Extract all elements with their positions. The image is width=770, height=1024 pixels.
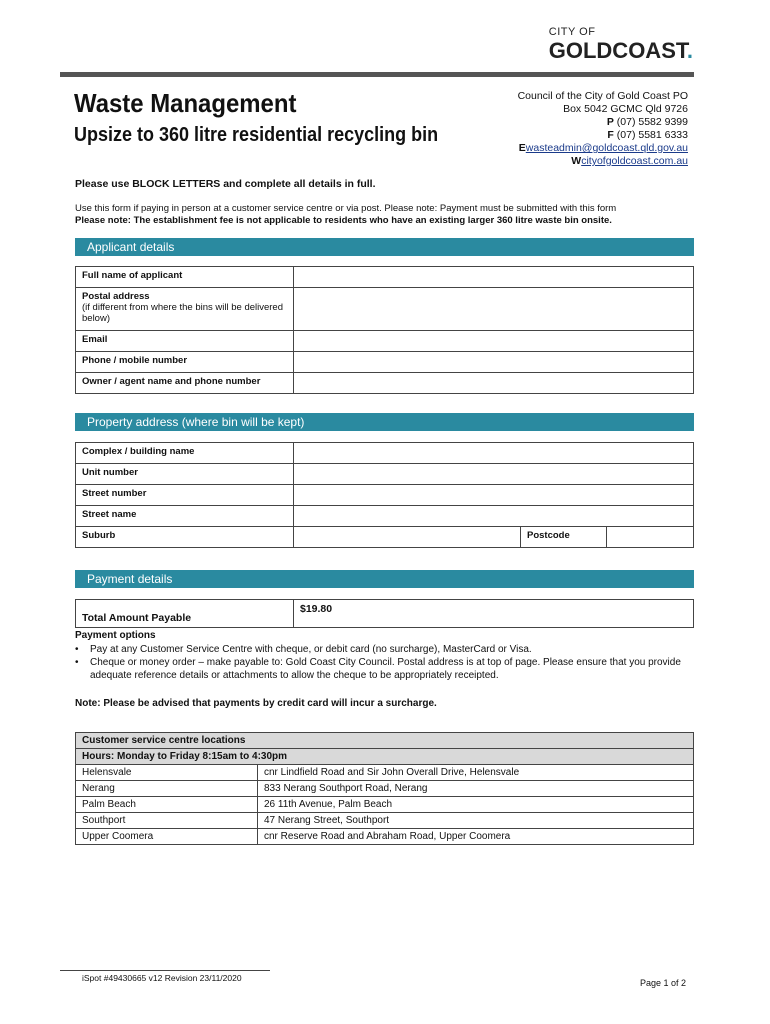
payment-submission-note: Use this form if paying in person at a customer service centre or via post. Please note: Payment must be submitted with this form: [75, 203, 617, 214]
page-title: Waste Management: [74, 88, 297, 118]
contact-line-1: Council of the City of Gold Coast PO: [517, 90, 688, 102]
street-name-label: Street name: [76, 506, 294, 527]
property-address-table: [75, 442, 694, 548]
page-subtitle: Upsize to 360 litre residential recycling bin: [74, 124, 439, 146]
contact-email[interactable]: Ewasteadmin@goldcoast.qld.gov.au: [518, 142, 688, 154]
postcode-field[interactable]: [607, 527, 694, 548]
city-logo: [549, 26, 693, 64]
complex-label: Complex / building name: [76, 443, 294, 464]
payment-option-2: • Cheque or money order – make payable to: Gold Coast City Council. Postal address is at top of page. Please ensure that you provide adequate reference details or attachments to allow the cheque to be appropriately receipted.: [75, 656, 695, 682]
establishment-fee-note: Please note: The establishment fee is not applicable to residents who have an existing larger 360 litre waste bin onsite.: [75, 215, 612, 226]
postal-address-field[interactable]: [294, 288, 694, 331]
locations-heading: Customer service centre locations: [76, 733, 694, 749]
postal-address-note: (if different from where the bins will be delivered below): [82, 302, 284, 324]
suburb-field[interactable]: [294, 527, 521, 548]
page-number: Page 1 of 2: [639, 978, 686, 988]
contact-block: [518, 90, 688, 168]
payment-options: [75, 630, 695, 682]
unit-number-label: Unit number: [76, 464, 294, 485]
payment-options-heading: Payment options: [75, 630, 156, 641]
payment-option-1: • Pay at any Customer Service Centre with cheque, or debit card (no surcharge), MasterCard or Visa.: [75, 643, 695, 656]
unit-number-field[interactable]: [294, 464, 694, 485]
contact-fax: F (07) 5581 6333: [607, 129, 688, 141]
email-link[interactable]: wasteadmin@goldcoast.qld.gov.au: [525, 142, 688, 154]
applicant-details-table: [75, 266, 694, 394]
locations-hours: Hours: Monday to Friday 8:15am to 4:30pm: [76, 749, 694, 765]
postal-address-label: Postal address (if different from where the bins will be delivered below): [76, 288, 294, 331]
phone-label: Phone / mobile number: [76, 352, 294, 373]
location-name: Upper Coomera: [76, 829, 258, 845]
location-name: Helensvale: [76, 765, 258, 781]
payment-options-list: [75, 643, 695, 682]
owner-agent-field[interactable]: [294, 373, 694, 394]
phone-field[interactable]: [294, 352, 694, 373]
website-link[interactable]: cityofgoldcoast.com.au: [581, 155, 688, 167]
document-reference: iSpot #49430665 v12 Revision 23/11/2020: [82, 973, 242, 983]
contact-line-2: Box 5042 GCMC Qld 9726: [563, 103, 688, 115]
location-row: [76, 797, 694, 813]
credit-card-surcharge-note: Note: Please be advised that payments by credit card will incur a surcharge.: [75, 698, 437, 709]
location-row: [76, 781, 694, 797]
email-label: Email: [76, 331, 294, 352]
complex-field[interactable]: [294, 443, 694, 464]
email-field[interactable]: [294, 331, 694, 352]
total-amount-label: Total Amount Payable: [76, 600, 294, 628]
location-address: 26 11th Avenue, Palm Beach: [258, 797, 694, 813]
header-divider: [60, 72, 694, 77]
location-row: [76, 829, 694, 845]
postcode-label: Postcode: [521, 527, 607, 548]
suburb-label: Suburb: [76, 527, 294, 548]
logo-top-text: CITY OF: [548, 26, 596, 38]
contact-phone: P (07) 5582 9399: [606, 116, 688, 128]
property-address-heading: Property address (where bin will be kept): [75, 413, 694, 431]
street-number-field[interactable]: [294, 485, 694, 506]
payment-details-heading: Payment details: [75, 570, 694, 588]
location-address: cnr Reserve Road and Abraham Road, Upper Coomera: [258, 829, 694, 845]
location-address: cnr Lindfield Road and Sir John Overall Drive, Helensvale: [258, 765, 694, 781]
footer-divider: [60, 970, 270, 971]
street-name-field[interactable]: [294, 506, 694, 527]
full-name-label: Full name of applicant: [76, 267, 294, 288]
service-centre-locations-table: [75, 732, 694, 845]
location-address: 47 Nerang Street, Southport: [258, 813, 694, 829]
contact-web[interactable]: Wcityofgoldcoast.com.au: [571, 155, 688, 167]
applicant-details-heading: Applicant details: [75, 238, 694, 256]
block-letters-instruction: Please use BLOCK LETTERS and complete all details in full.: [75, 178, 376, 190]
logo-main-text: GOLDCOAST.: [548, 38, 693, 63]
location-name: Nerang: [76, 781, 258, 797]
owner-agent-label: Owner / agent name and phone number: [76, 373, 294, 394]
location-name: Palm Beach: [76, 797, 258, 813]
total-amount-value: $19.80: [294, 600, 694, 628]
full-name-field[interactable]: [294, 267, 694, 288]
location-row: [76, 765, 694, 781]
location-row: [76, 813, 694, 829]
payment-total-table: [75, 599, 694, 628]
location-name: Southport: [76, 813, 258, 829]
location-address: 833 Nerang Southport Road, Nerang: [258, 781, 694, 797]
street-number-label: Street number: [76, 485, 294, 506]
